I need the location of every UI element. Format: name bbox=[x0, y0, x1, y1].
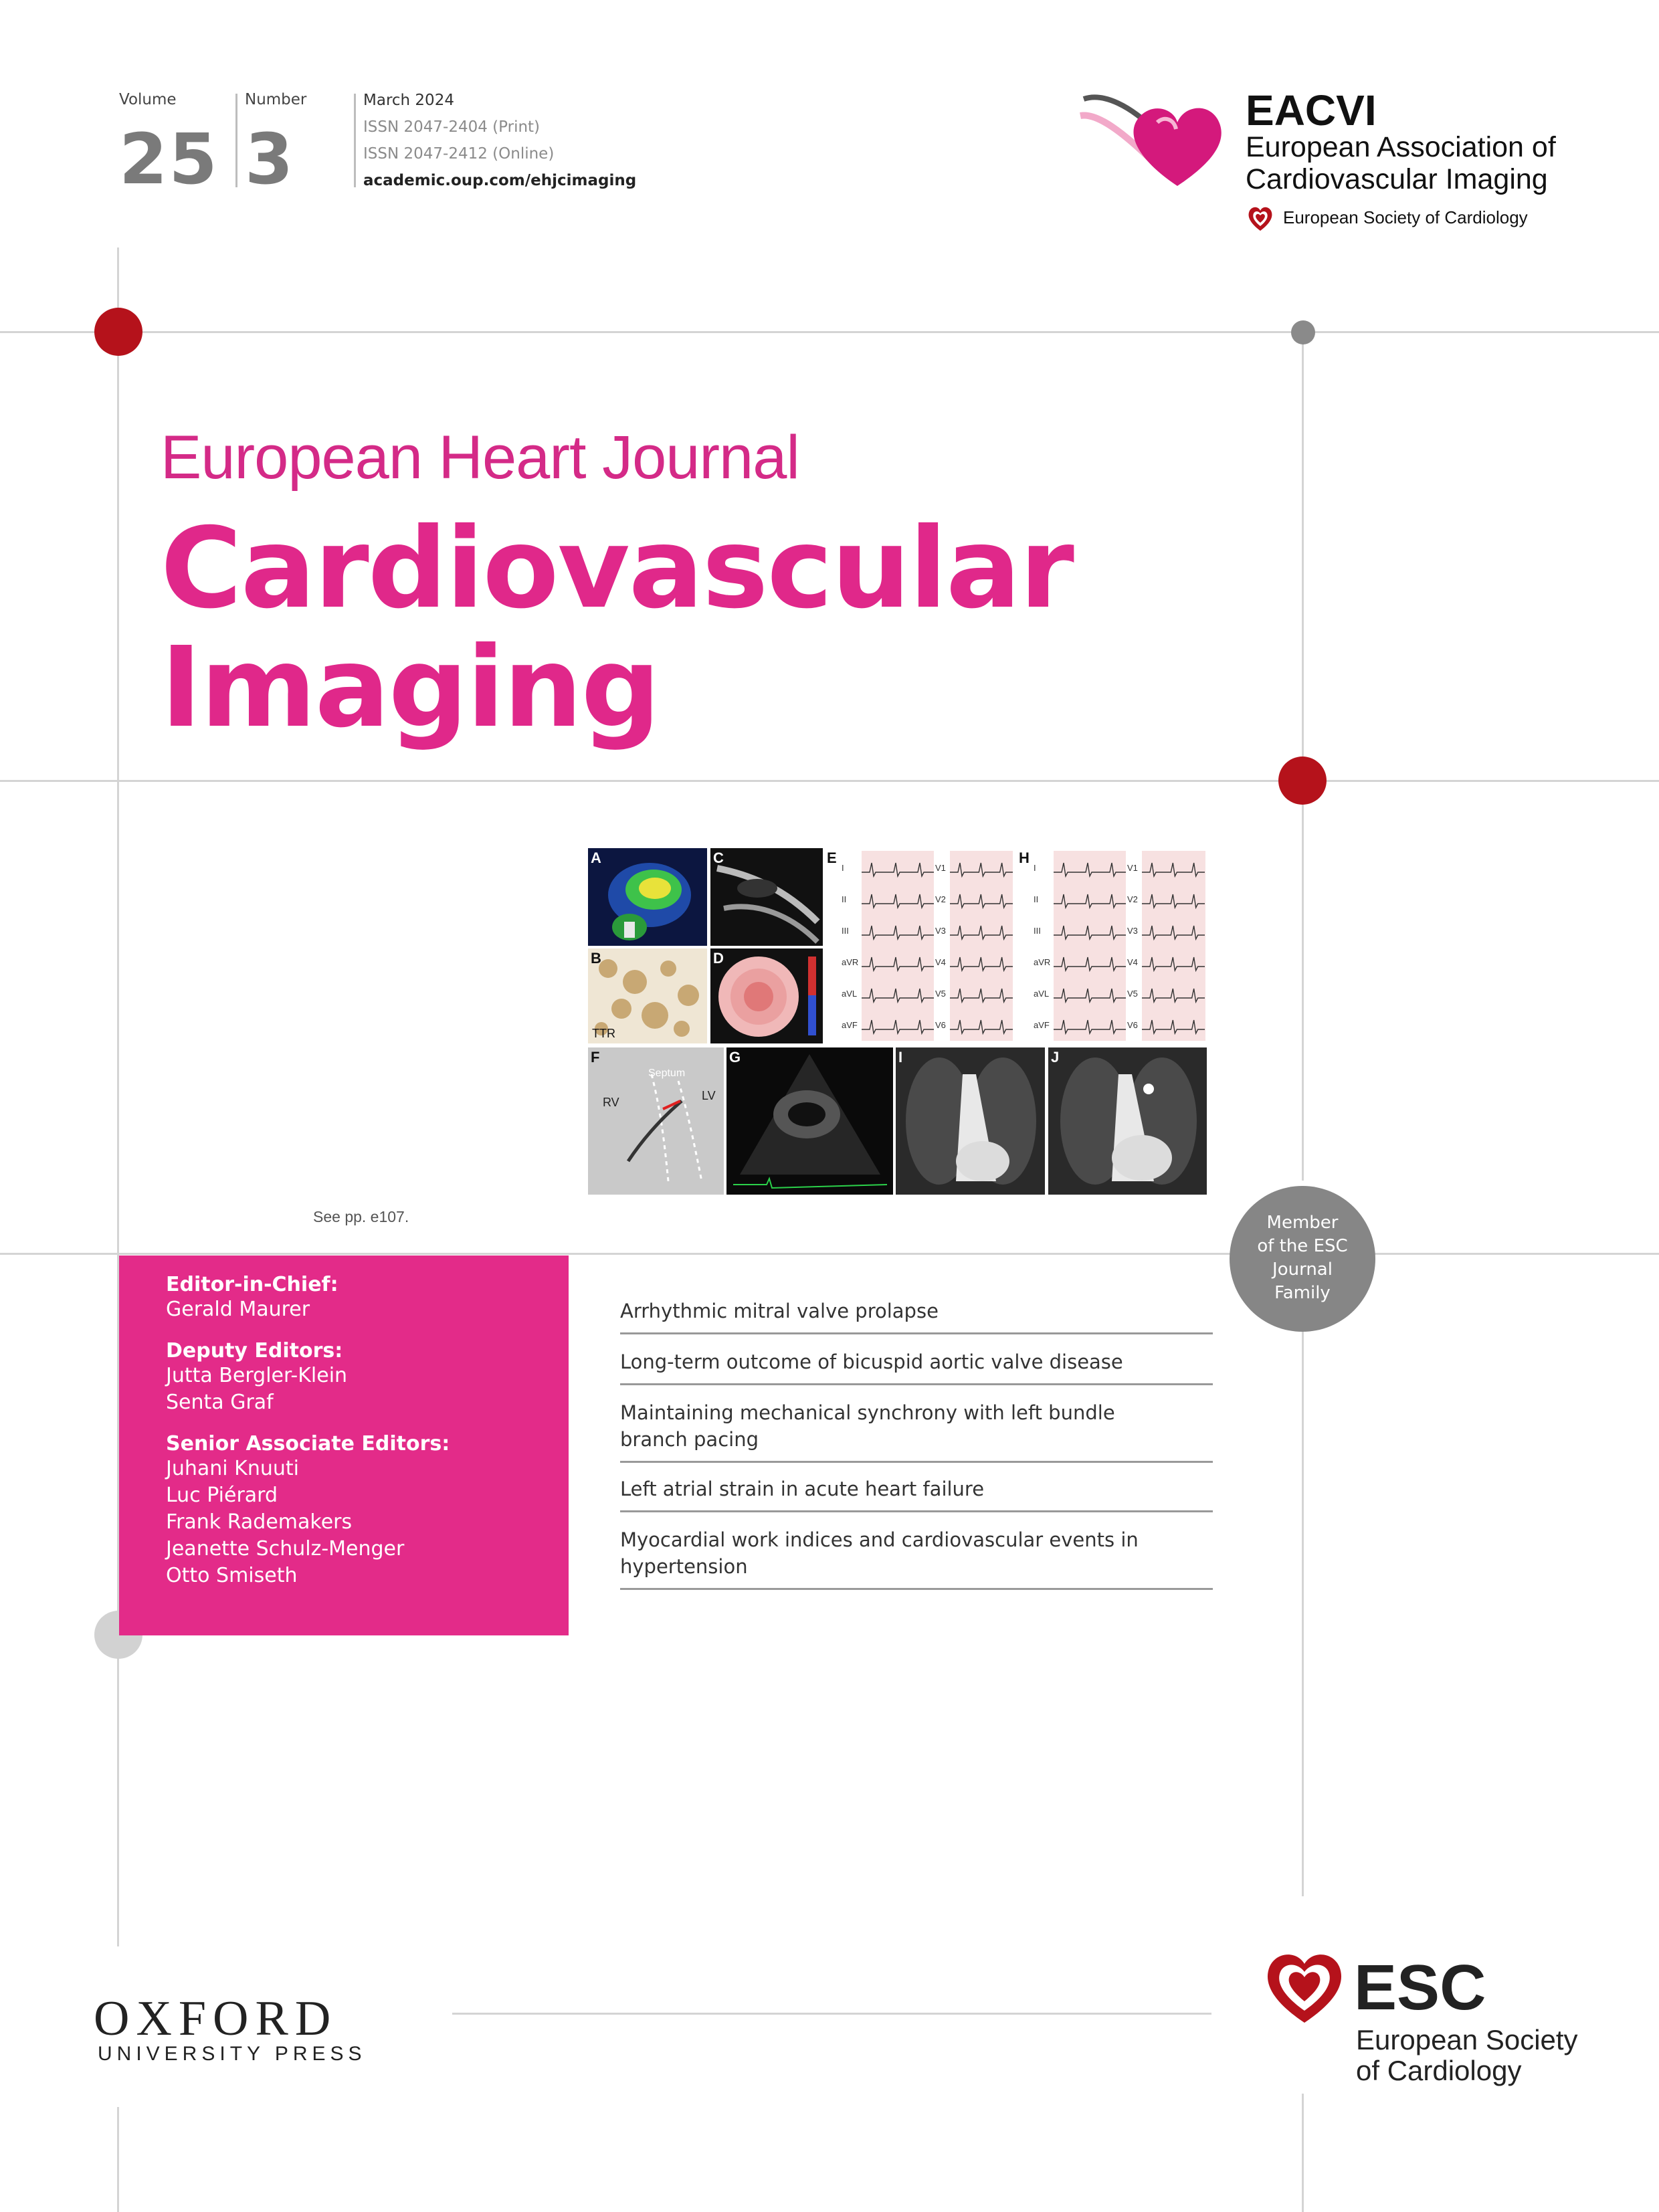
ecg-trace bbox=[1142, 986, 1205, 1006]
ecg-trace bbox=[1054, 860, 1126, 880]
ecg-trace bbox=[950, 1017, 1013, 1037]
editor-in-chief-group bbox=[166, 1273, 569, 1323]
toc-item[interactable]: Left atrial strain in acute heart failure bbox=[620, 1476, 1213, 1512]
esc-family-badge bbox=[1230, 1186, 1375, 1332]
deputy-editor-name: Senta Graf bbox=[166, 1391, 274, 1414]
ecg-lead-label: aVF bbox=[1034, 1020, 1050, 1030]
panel-d-bullseye-image bbox=[710, 948, 823, 1043]
red-dot-mid-right bbox=[1278, 757, 1327, 805]
ecg-trace bbox=[862, 923, 934, 943]
ecg-lead-label: V6 bbox=[935, 1020, 946, 1030]
guide-line-footer bbox=[452, 2013, 1211, 2015]
esc-small-heart-icon bbox=[1246, 204, 1275, 233]
ecg-trace bbox=[862, 986, 934, 1006]
ecg-lead-label: aVL bbox=[842, 989, 858, 999]
editor-in-chief-heading: Editor-in-Chief: bbox=[166, 1273, 338, 1296]
panel-g-echo-image bbox=[726, 1047, 893, 1195]
panel-a-label: A bbox=[591, 849, 601, 866]
ecg-lead-label: V3 bbox=[1127, 926, 1138, 936]
panel-f-lv-label: LV bbox=[702, 1089, 716, 1102]
panel-j-xray-image bbox=[1048, 1047, 1207, 1195]
number-label: Number bbox=[245, 91, 307, 108]
issn-print: ISSN 2047-2404 (Print) bbox=[363, 118, 541, 136]
panel-b-histology-image bbox=[588, 948, 707, 1043]
ecg-trace bbox=[862, 860, 934, 880]
issue-number: 3 bbox=[245, 118, 295, 200]
deputy-editors-group bbox=[166, 1339, 569, 1416]
badge-line1: Member bbox=[1266, 1213, 1339, 1233]
ecg-trace bbox=[1142, 1017, 1205, 1037]
ecg-trace bbox=[1142, 892, 1205, 912]
editor-in-chief-name: Gerald Maurer bbox=[166, 1298, 310, 1321]
journal-title-line3: Imaging bbox=[161, 623, 660, 752]
badge-line4: Family bbox=[1274, 1283, 1331, 1303]
journal-url[interactable]: academic.oup.com/ehjcimaging bbox=[363, 172, 637, 189]
editors-box bbox=[119, 1255, 569, 1635]
volume-label: Volume bbox=[119, 91, 177, 108]
esc-small-text: European Society of Cardiology bbox=[1283, 207, 1528, 227]
panel-c-label: C bbox=[713, 849, 724, 866]
ecg-trace bbox=[1054, 892, 1126, 912]
guide-line-right bbox=[1302, 331, 1304, 1181]
ecg-lead-label: V1 bbox=[935, 863, 946, 873]
ecg-trace bbox=[862, 954, 934, 975]
panel-f-septum-label: Septum bbox=[648, 1068, 686, 1079]
panel-e-ecg-image bbox=[825, 848, 1014, 1043]
ecg-trace bbox=[1054, 1017, 1126, 1037]
panel-i-xray-image bbox=[896, 1047, 1045, 1195]
ecg-lead-label: III bbox=[1034, 926, 1041, 936]
grey-dot-top-right bbox=[1291, 320, 1315, 344]
ecg-lead-label: aVL bbox=[1034, 989, 1050, 999]
esc-heart-logo bbox=[1263, 1948, 1346, 2027]
panel-g-label: G bbox=[729, 1049, 741, 1066]
issue-meta bbox=[363, 87, 636, 194]
ecg-lead-label: III bbox=[842, 926, 849, 936]
ecg-trace bbox=[950, 986, 1013, 1006]
esc-acronym: ESC bbox=[1354, 1952, 1486, 2023]
eacvi-heart-logo bbox=[1077, 92, 1231, 193]
ecg-lead-label: aVF bbox=[842, 1020, 858, 1030]
senior-editor-name: Otto Smiseth bbox=[166, 1564, 298, 1587]
ecg-lead-label: V6 bbox=[1127, 1020, 1138, 1030]
senior-editor-name: Frank Rademakers bbox=[166, 1510, 353, 1534]
ecg-trace bbox=[1054, 923, 1126, 943]
cover-figure bbox=[588, 848, 1207, 1195]
header-separator-1 bbox=[235, 94, 237, 187]
guide-line-right-lower bbox=[1302, 1331, 1304, 1896]
eacvi-name-line2: Cardiovascular Imaging bbox=[1246, 163, 1548, 195]
ecg-trace bbox=[1054, 986, 1126, 1006]
ecg-lead-label: II bbox=[842, 894, 847, 904]
ecg-lead-label: V3 bbox=[935, 926, 946, 936]
panel-e-label: E bbox=[827, 849, 837, 866]
deputy-editors-heading: Deputy Editors: bbox=[166, 1339, 343, 1363]
ecg-lead-label: V4 bbox=[935, 957, 946, 967]
ecg-lead-label: V5 bbox=[935, 989, 946, 999]
ecg-lead-label: V5 bbox=[1127, 989, 1138, 999]
issn-online: ISSN 2047-2412 (Online) bbox=[363, 145, 555, 163]
ecg-lead-label: V2 bbox=[935, 894, 946, 904]
ecg-trace bbox=[862, 1017, 934, 1037]
senior-editors-group bbox=[166, 1432, 569, 1589]
journal-title-line2: Cardiovascular bbox=[161, 504, 1073, 633]
guide-line-left bbox=[117, 247, 119, 1946]
guide-line-top bbox=[0, 331, 1659, 333]
ecg-lead-label: I bbox=[842, 863, 844, 873]
oup-logo-name: OXFORD bbox=[94, 1991, 338, 2046]
ecg-trace bbox=[950, 954, 1013, 975]
journal-title-line1: European Heart Journal bbox=[161, 423, 799, 492]
ecg-trace bbox=[950, 860, 1013, 880]
volume-number: 25 bbox=[119, 118, 219, 200]
ecg-lead-label: V4 bbox=[1127, 957, 1138, 967]
panel-h-ecg-image bbox=[1017, 848, 1207, 1043]
panel-h-label: H bbox=[1019, 849, 1030, 866]
guide-line-lower-right bbox=[1375, 1253, 1659, 1255]
senior-editor-name: Juhani Knuuti bbox=[166, 1457, 299, 1480]
toc-item[interactable]: Long-term outcome of bicuspid aortic valve disease bbox=[620, 1348, 1213, 1385]
panel-f-rv-label: RV bbox=[603, 1096, 619, 1109]
panel-a-pet-image bbox=[588, 848, 707, 946]
ecg-trace bbox=[1054, 954, 1126, 975]
ecg-trace bbox=[1142, 860, 1205, 880]
panel-i-label: I bbox=[898, 1049, 903, 1066]
figure-caption: See pp. e107. bbox=[313, 1208, 409, 1225]
ecg-trace bbox=[862, 892, 934, 912]
panel-c-echo-image bbox=[710, 848, 823, 946]
guide-line-mid bbox=[0, 780, 1659, 782]
senior-editor-name: Luc Piérard bbox=[166, 1484, 278, 1507]
panel-b-ttr-label: TTR bbox=[592, 1027, 615, 1040]
ecg-trace bbox=[1142, 954, 1205, 975]
senior-editor-name: Jeanette Schulz-Menger bbox=[166, 1537, 405, 1561]
panel-f-fluoroscopy-image bbox=[588, 1047, 724, 1195]
red-dot-top-left bbox=[94, 308, 142, 356]
guide-line-right-bottom bbox=[1302, 2094, 1304, 2212]
oup-logo-sub: UNIVERSITY PRESS bbox=[98, 2043, 367, 2065]
toc-item[interactable]: Arrhythmic mitral valve prolapse bbox=[620, 1298, 1213, 1334]
senior-editors-heading: Senior Associate Editors: bbox=[166, 1432, 450, 1455]
ecg-lead-label: aVR bbox=[1034, 957, 1051, 967]
toc-item[interactable]: Maintaining mechanical synchrony with left bundle branch pacing bbox=[620, 1399, 1213, 1463]
panel-j-label: J bbox=[1051, 1049, 1060, 1066]
ecg-lead-label: V2 bbox=[1127, 894, 1138, 904]
ecg-trace bbox=[950, 892, 1013, 912]
panel-f-label: F bbox=[591, 1049, 600, 1066]
eacvi-name-line1: European Association of bbox=[1246, 131, 1556, 163]
guide-line-left-bottom bbox=[117, 2107, 119, 2212]
toc-item[interactable]: Myocardial work indices and cardiovascular events in hypertension bbox=[620, 1526, 1213, 1590]
esc-name-line1: European Society bbox=[1356, 2024, 1578, 2055]
eacvi-acronym: EACVI bbox=[1246, 86, 1377, 134]
ecg-trace bbox=[1142, 923, 1205, 943]
badge-line3: Journal bbox=[1272, 1260, 1333, 1280]
ecg-lead-label: aVR bbox=[842, 957, 859, 967]
panel-b-label: B bbox=[591, 950, 601, 967]
guide-line-lower bbox=[0, 1253, 1231, 1255]
ecg-lead-label: II bbox=[1034, 894, 1039, 904]
esc-name-line2: of Cardiology bbox=[1356, 2055, 1522, 2086]
badge-line2: of the ESC bbox=[1257, 1236, 1348, 1256]
issue-date: March 2024 bbox=[363, 92, 454, 109]
header-separator-2 bbox=[354, 94, 356, 187]
panel-d-label: D bbox=[713, 950, 724, 967]
ecg-lead-label: V1 bbox=[1127, 863, 1138, 873]
deputy-editor-name: Jutta Bergler-Klein bbox=[166, 1364, 348, 1387]
ecg-trace bbox=[950, 923, 1013, 943]
ecg-lead-label: I bbox=[1034, 863, 1036, 873]
